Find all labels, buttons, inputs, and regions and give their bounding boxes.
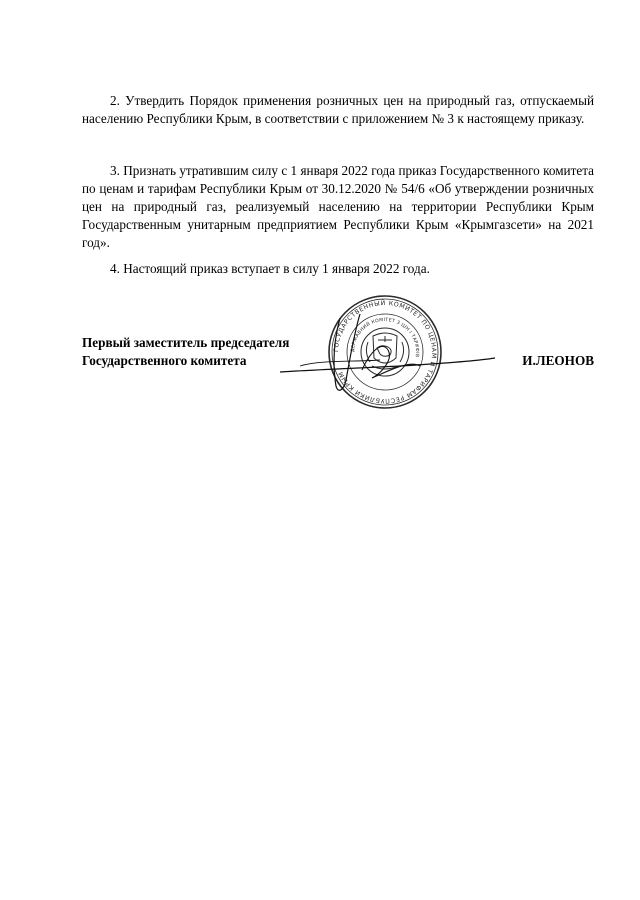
signatory-title-line-2: Государственного комитета — [82, 353, 247, 368]
paragraph-3: 3. Признать утратившим силу с 1 января 2022 года приказ Государственного комитета по ценам и тарифам Республики Крым от 30.12.2020 № 54/6 «Об утверждении розничных цен на природный газ, реализуемый населению на территории Республики Крым Государственным унитарным предприятием Республики Крым «Крымгазсети» на 2021 год». — [82, 163, 594, 250]
signatory-name: И.ЛЕОНОВ — [522, 353, 594, 368]
signatory-title-line-1: Первый заместитель председателя — [82, 335, 290, 350]
paragraph-4: 4. Настоящий приказ вступает в силу 1 января 2022 года. — [110, 261, 430, 276]
seal-outer-text: ГОСУДАРСТВЕННЫЙ КОМИТЕТ ПО ЦЕНАМ И ТАРИФАМ РЕСПУБЛИКИ КРЫМ — [332, 299, 438, 405]
seal-inner-text: ДЕРЖАВНИЙ КОМІТЕТ З ЦІН І ТАРИФІВ — [350, 318, 420, 358]
paragraph-2: 2. Утвердить Порядок применения розничных цен на природный газ, отпускаемый населению Республики Крым, в соответствии с приложением № 3 к настоящему приказу. — [82, 93, 594, 126]
handwritten-signature-icon — [270, 300, 500, 410]
